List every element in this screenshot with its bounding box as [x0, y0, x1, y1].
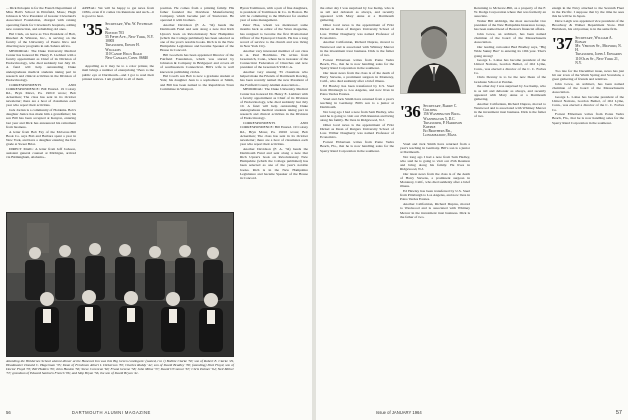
left-col1-para-4: CORRESPONDENTS AND CORRESPONDENCE: Bill Ensrud. 19 Colony Rd., Bryn Mawr, Pa. 19010 wrote; Bob Ackerman; The class has sent in its October newsletter; there are a host of classmates each year who report their activities.	[6, 82, 76, 108]
left-column-4	[240, 6, 308, 398]
right-col1-para-1: the other day I was surprised by Joe Kemp, who is as tall and debonair as always, and recently appeared with Mary Anne at a Dartmouth gathering.	[320, 6, 394, 23]
right-col3-para-1: Returning to McGraw-Hill, as a property of the F. W. Dodge Corporation where that was formerly an associate.	[474, 6, 546, 19]
left-col4-para-3: Another very interested member of our class is A. Paul Hotchkiss. He writes from Greenwich, Conn., where he is treasurer of the Connecticut Federation of Churches and now president of the Greenwich Y.M.C.A.	[240, 48, 308, 70]
class-35-secretary-block	[105, 21, 154, 60]
class-35-address-1: Boston 703	[105, 30, 124, 35]
right-col1-para-6: Ed Hawley has been transferred by U.S. Steel from Pittsburgh to Los Angeles, and now lives in Palos Verdes Estates.	[320, 83, 394, 97]
left-page-number: 56	[6, 410, 11, 415]
right-col1-para-9: Other local news is the appointment of Fritz Dickel as Dean of Rutgers University School of Law. Wilbur Daugherty was named Professor of Economics.	[320, 122, 394, 140]
right-col2-para-2: Not long ago I had a note from Sam Hadley, who said he is going to visit our 25th Reunion and bring along his family. He lives in Ridgewood, N.J.	[400, 154, 470, 172]
class-37-secretary-block	[575, 35, 624, 65]
left-col4-para-1: Byron Tomlinson, with a pair of fine daughters, is president of Tomlinson & Co. in Boston. He will be commuting to the Midwest for another year of sales management.	[240, 6, 308, 23]
right-column-2	[400, 100, 470, 420]
right-col4-para-5: Forrest Ebbertsen writes from Ponte Vedra Beach, Fla., that he is now handling sales for the Sperry Rand Corporation in the southeast.	[552, 112, 624, 125]
right-col1-para-2: Other local news is the appointment of Fritz Dickel as Dean of Rutgers University School of Law. Wilbur Daugherty was named Professor of Economics.	[320, 23, 394, 40]
left-col1-para-3: MEMORIAL: The Duke University Medical Center has honored Dr. Henry E. Liebhart with a faculty appointment as Chief of its Division of Endocrinology, who died suddenly last July 10. A fund will help outstanding Duke undergraduate medical students taking part in research and clinical activities in the Division of Endocrinology.	[6, 48, 76, 82]
right-col1-para-8: Not long ago I had a note from Sam Hadley, who said he is going to visit our 25th Reunion and bring along his family. He lives in Ridgewood, N.J.	[320, 109, 394, 123]
left-col3-para-4: Hal Coad's son Bob is now a graduate student at Yale; his daughter Jean is a sophomore at Smith, and Bill has been named to the Republican Town Committee in Westport.	[160, 74, 234, 91]
group-photo-caption: Attending the Holdernes School alumni dinner at the Hancock Inn was this Big Green contingent: (seated, l to r) Bobbie Clarke '50; son of Robert E. Clarke '29, Headmaster Donald C. Hagerman '35; Dean of Freshmen Albert I. Dickerson '30; Charles Ruddy '42; son of David Bradley '38; (standing) Dick Floyd, son of Doctor Floyd '35; Bill Holden '39; John Hanlon '56; Steve Corcoran '60; Frank Greene '58; John Milne '37; David O'Connor '67; Chris Palmer '64; Neil Milner '57; grandson of Edward Sanborn French '06; and Skip Bryan '56, the son of David Bryan '41.	[6, 359, 234, 376]
right-col1-para-4: Forrest Ebbertsen writes from Ponte Vedra Beach, Fla., that he is now handling sales for the Sperry Rand Corporation in the southeast.	[320, 57, 394, 70]
left-col3-para-2: Another Davidson (F. A. '34) heads the Dartmouth Fund and sent along a note that Rich Upton's book on Revolutionary New Hampshire (which the College published) has been selected as one of the year's notable books. Rich is in the New Hampshire Legislature and became Speaker of the House in Concord.	[160, 23, 234, 53]
left-col4-para-5: MEMORIAL: The Duke University Medical Center has honored Dr. Henry E. Liebhart with a faculty appointment as Chief of its Division of Endocrinology, who died suddenly last July 10. A fund will help outstanding Duke undergraduate medical students taking part in research and clinical activities in the Division of Endocrinology.	[240, 87, 308, 121]
class-36-treasurer: Treasurer, P. Harrison Koepke	[423, 120, 463, 130]
class-37-year: '37	[552, 33, 573, 53]
class-35-address-2: 55 Fifth Ave., New York, N.Y. 10003	[105, 35, 154, 44]
left-col1-para-1: ... Dick Peloquin is for the French Department of Miss Hall's School in Pittsfield, Mass.; Hugh Johnson is Vice President of Greater Cleveland's Associated Foundation, charged with raising operating funds for Cleveland's hospitals, adding new construction, and rebuilding old ones.	[6, 6, 76, 31]
right-footer	[376, 410, 422, 415]
right-column-3	[474, 6, 546, 398]
class-36-year: '36	[400, 102, 421, 121]
right-col1-para-3: Another Californian, Richard Dupras, moved to Westwood and is associated with Whitney Mercer in the investment trust business. Dick is the father of two.	[320, 40, 394, 57]
left-col1-para-6: A letter from Bob Fay of the McGraw-Hill Book Co. says Bob and Barbara spent a year in New York, and have a daughter entering the first grade at Sweet Briar.	[6, 129, 76, 146]
portrait-image	[401, 11, 466, 94]
left-col4-para-7: Another Davidson (F. A. '34) heads the Dartmouth Fund and sent along a note that Rich Upton's book on Revolutionary New Hampshire (which the College published) has been selected as one of the year's notable books. Rich is in the New Hampshire Legislature and became Speaker of the House in Concord.	[240, 146, 308, 180]
left-column-3	[160, 6, 234, 206]
right-col3-para-4: Our leading cartoonist Bud Bradley says, "Big Wide Sunny Bus" is entering its 10th year. That's going strong!	[474, 45, 546, 58]
class-37-opening: Too late for the December issue, news has just hit our town of the Warm Spring and Scarsdale, a great gathering of friends and relatives.	[552, 68, 624, 82]
class-35-treasurer: Treasurer, Edwin H. Williams	[105, 43, 140, 52]
left-magazine-title: DARTMOUTH ALUMNI MAGAZINE	[71, 410, 151, 415]
right-col1-para-7: Vaud and Jack Smith have returned from a year's teaching in Germany. Bill's son is a junior at Dartmouth.	[320, 96, 394, 110]
right-col2-para-4: Ed Hawley has been transferred by U.S. Steel from Pittsburgh to Los Angeles, and now lives in Palos Verdes Estates.	[400, 189, 470, 202]
left-column-2	[82, 6, 154, 206]
class-35-year: '35	[82, 20, 103, 40]
left-col4-para-2: Peter Hoe, whom we mentioned some months back as editor of the Wave magazine, has resigned to become the first Promotional Officer of the Episcopal Church. He has a long record of service to the church and was living in New York City.	[240, 23, 308, 48]
left-column-1	[6, 6, 76, 206]
right-page-number: 57	[615, 410, 622, 416]
class-36-secretary-block	[423, 103, 470, 138]
group-photo-image	[7, 213, 234, 357]
class-35-secretary: Secretary, Wm. W. Fitzhugh Jr.	[105, 22, 153, 31]
right-page	[316, 0, 628, 420]
right-col2-para-1: Vaud and Jack Smith have returned from a year's teaching in Germany. Bill's son is a junior at Dartmouth.	[400, 141, 470, 154]
right-col1-para-5: Our latest news from the class is of the death of Harry Stevens, a prominent surgeon in Monterey, Calif., who died suddenly after a brief illness.	[320, 70, 394, 84]
left-footer	[6, 410, 151, 415]
right-col2-para-5: Another Californian, Richard Dupras, moved to Westwood and is associated with Whitney Mercer in the investment trust business. Dick is the father of two.	[400, 202, 470, 219]
right-column-1	[320, 6, 394, 398]
right-col1-para-10: Forrest Ebbertsen writes from Ponte Vedra Beach, Fla., that he is now handling sales for the Sperry Rand Corporation in the southeast.	[320, 140, 394, 153]
class-36-heading	[400, 103, 470, 138]
class-37-heading	[552, 35, 624, 65]
class-37-address: Mt. Vernon St., Milford, N. H.	[575, 43, 622, 53]
class-36-secretary: Secretary, Barry C. Golding	[423, 104, 458, 113]
class-36-address-2: Washington 5, D.C.	[423, 116, 456, 121]
right-col4-para-2: Dave Leigh was appointed vice president of the Broadway & Walker Department Store. Phil Hartshorn, his old partner, is in the same firm.	[552, 19, 624, 32]
right-col3-para-3: John Lowe, an architect, has been named chairman of the board of the Massachusetts Association.	[474, 32, 546, 45]
class-35-heading	[82, 21, 154, 60]
right-issue-label: Issue of JANUARY 1964	[376, 410, 422, 415]
left-col4-para-4: Another very unsung '35 classmate who helped make the Friends of Dartmouth Rowing, has been recently named the new President of the Fairfield County Alumni Association...	[240, 70, 308, 87]
left-col2-para-1: APPEAL: We will be happy to get news from 1930s, even if it comes via Reunions and such—it is good to hear.	[82, 6, 154, 19]
left-col4-para-6: CORRESPONDENTS AND CORRESPONDENCE: Bill Ensrud. 19 Colony Rd., Bryn Mawr, Pa. 19010 wrote; Bob Ackerman; The class has sent in its October newsletter; there are a host of classmates each year who report their activities.	[240, 121, 308, 146]
class-35-opening: Appalling as it may be to a color printer, the mail brings a number of enterprising '35ers to the public eye at Dartmouth—and I got to read their printed notices. I am grateful to all of them.	[82, 64, 154, 81]
class-35-treasurer-address-1: 110 Canoe Hills Road	[105, 51, 142, 56]
right-col3-para-6: Chris Deveny is to be the new Dean of the Graduate School at Purdue.	[474, 75, 546, 84]
right-col4-para-1: ensign in the Navy attached to the Seventh Fleet in the Pacific. I suppose that by the time he sees this he will be in Japan.	[552, 6, 624, 19]
class-36-address-1: 156 Washington Bldg.	[423, 112, 461, 117]
right-col3-para-5: George L. Lohse has become president of the United Nations, Gordon Bethel, of Old Lyme, Conn., was elected a director of the C. C. Forbes Co.	[474, 58, 546, 75]
left-col1-para-5: Jack Jordan is a community of Holdems. Bob's daughter Janice has made him a grandfather; his son Bill has been accepted at Kenyon, entering last year and Dick has announced his retirement from business.	[6, 108, 76, 129]
class-36-treasurer-address: Ed Brothers Rd., Longmeadow, Mass.	[423, 129, 458, 138]
left-col3-para-3: Bill Goodwin has been appointed Director of the Fairfield Foundation, which was started by Johnston & Company in Bridgeport and covers all of southwestern Connecticut. Bill's wife is well known in publishing circles.	[160, 52, 234, 74]
left-col3-para-1: position. He comes from a printing family. His father founded the Davidson Manufacturing Company, which became part of Sturtevant. He operated it with brothers.	[160, 6, 234, 23]
right-col4-para-3: John Lowe, an architect, has been named chairman of the board of the Massachusetts Association.	[552, 82, 624, 95]
right-column-4	[552, 6, 624, 398]
classmate-portrait-photo	[400, 10, 466, 94]
class-35-treasurer-address-2: New Canaan, Conn. 06840	[105, 56, 149, 61]
right-col3-para-8: Another Californian, Richard Dupras, moved to Westwood and is associated with Whitney Mercer in the investment trust business. Dick is the father of two.	[474, 101, 546, 119]
alumni-dinner-group-photo	[6, 212, 234, 357]
right-col3-para-7: the other day I was surprised by Joe Kemp, who is as tall and debonair as always, and recently appeared with Mary Anne at a Dartmouth gathering.	[474, 84, 546, 101]
class-37-treasurer: Treasurer, John J. Edwards	[575, 52, 622, 57]
right-col4-para-4: George L. Lohse has become president of the United Nations, Gordon Bethel, of Old Lyme, Conn., was elected a director of the C. C. Forbes Co.	[552, 95, 624, 112]
left-page	[0, 0, 312, 420]
right-col3-para-2: Walter Bill Aldridge, the most successful vice president of the New Hampshire Insurance Group, has been named head of Boston's financial affairs.	[474, 19, 546, 32]
class-37-treasurer-address: 110 Olin St., New York 21, N.Y.	[575, 56, 619, 65]
class-37-secretary: Secretary, William A. Ronan	[575, 35, 613, 44]
left-col1-para-2: Hal Clark, on leave as Vice President of Holt, Rinehart & Winston, Inc., is serving on the faculty of the University of Puerto Rico and directing new programs in sub-Sahara Africa.	[6, 31, 76, 48]
right-col2-para-3: Our latest news from the class is of the death of Harry Stevens, a prominent surgeon in Monterey, Calif., who died suddenly after a brief illness.	[400, 171, 470, 189]
left-col1-para-7: DIRECT MAIL: A letter from Jeff Jackson, assistant general counsel at Michigan, arrived via Birmingham, Alabama...	[6, 146, 76, 160]
